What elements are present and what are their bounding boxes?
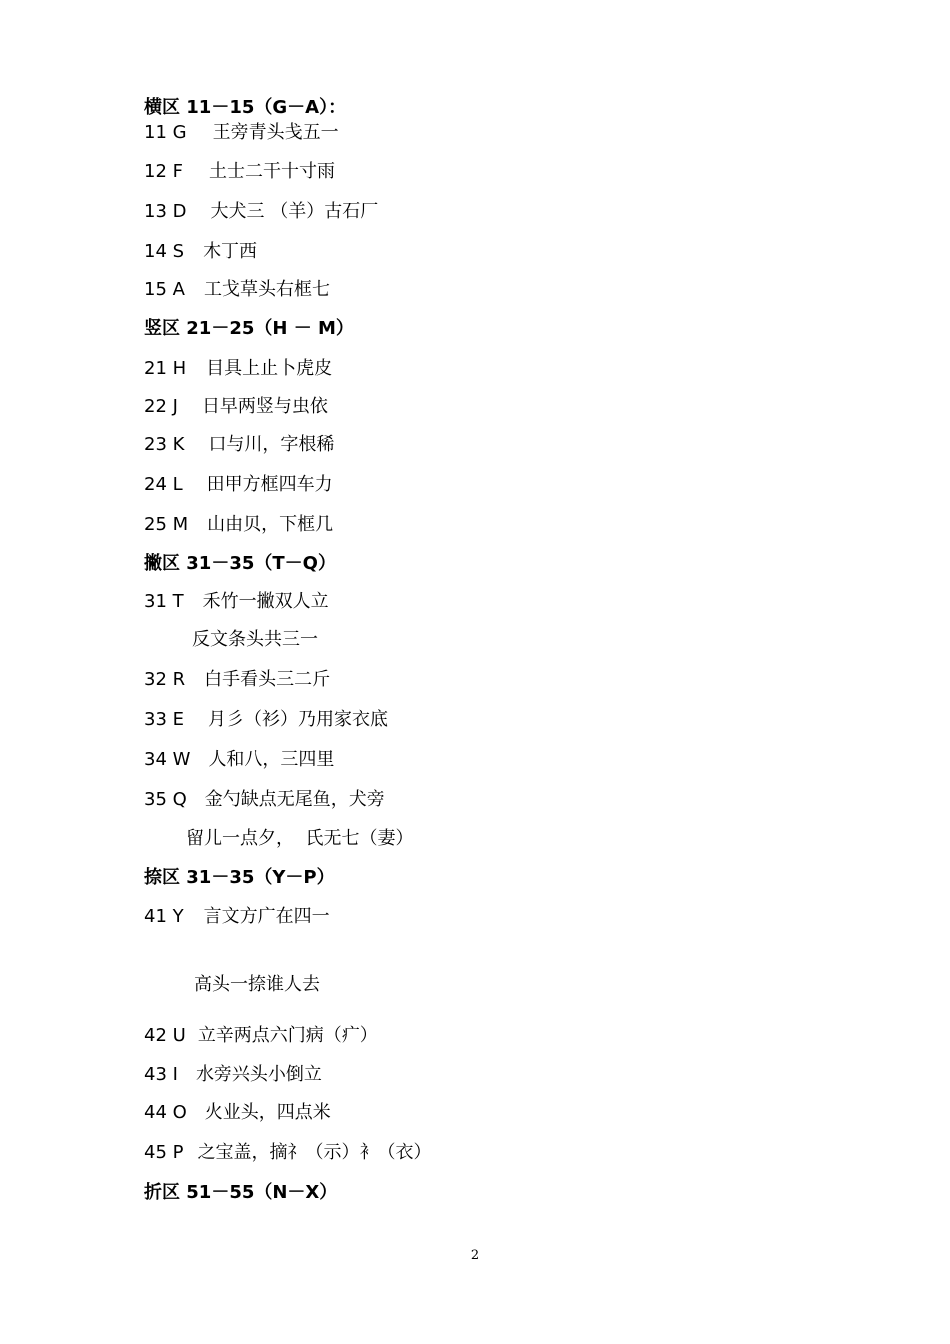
list-item: 32 R 白手看头三二斤 [144,669,331,690]
list-item: 34 W 人和八，三四里 [144,749,335,770]
section-heading-pie: 撇区 31－35（T－Q） [144,553,336,574]
section-heading-heng: 横区 11－15（G－A）： [144,97,347,118]
section-heading-shu: 竖区 21－25（H － M） [144,318,354,339]
list-item: 43 I 水旁兴头小倒立 [144,1064,322,1085]
section-heading-zhe: 折区 51－55（N－X） [144,1182,338,1203]
list-item: 12 F 土士二干十寸雨 [144,161,335,182]
list-item: 13 D 大犬三 （羊）古石厂 [144,201,379,222]
list-item-continuation: 留儿一点夕， 氏无七（妻） [186,828,414,849]
list-item: 35 Q 金勺缺点无尾鱼，犬旁 [144,789,385,810]
list-item: 41 Y 言文方广在四一 [144,906,330,927]
list-item: 11 G 王旁青头戋五一 [144,122,339,143]
list-item: 14 S 木丁西 [144,241,258,262]
list-item: 24 L 田甲方框四车力 [144,474,333,495]
list-item: 31 T 禾竹一撇双人立 [144,591,329,612]
list-item: 33 E 月彡（衫）乃用家衣底 [144,709,388,730]
list-item: 45 P 之宝盖，摘礻（示）衤（衣） [144,1142,432,1163]
list-item: 25 M 山由贝，下框几 [144,514,334,535]
section-heading-na: 捺区 31－35（Y－P） [144,867,335,888]
list-item: 44 O 火业头，四点米 [144,1102,331,1123]
list-item: 22 J 日早两竖与虫依 [144,396,328,417]
page-number: 2 [470,1248,480,1263]
list-item-continuation: 反文条头共三一 [192,629,318,650]
list-item: 21 H 目具上止卜虎皮 [144,358,333,379]
list-item: 42 U 立辛两点六门病（疒） [144,1025,378,1046]
list-item: 15 A 工戈草头右框七 [144,279,330,300]
list-item-continuation: 高头一捺谁人去 [194,974,320,995]
list-item: 23 K 口与川，字根稀 [144,434,335,455]
